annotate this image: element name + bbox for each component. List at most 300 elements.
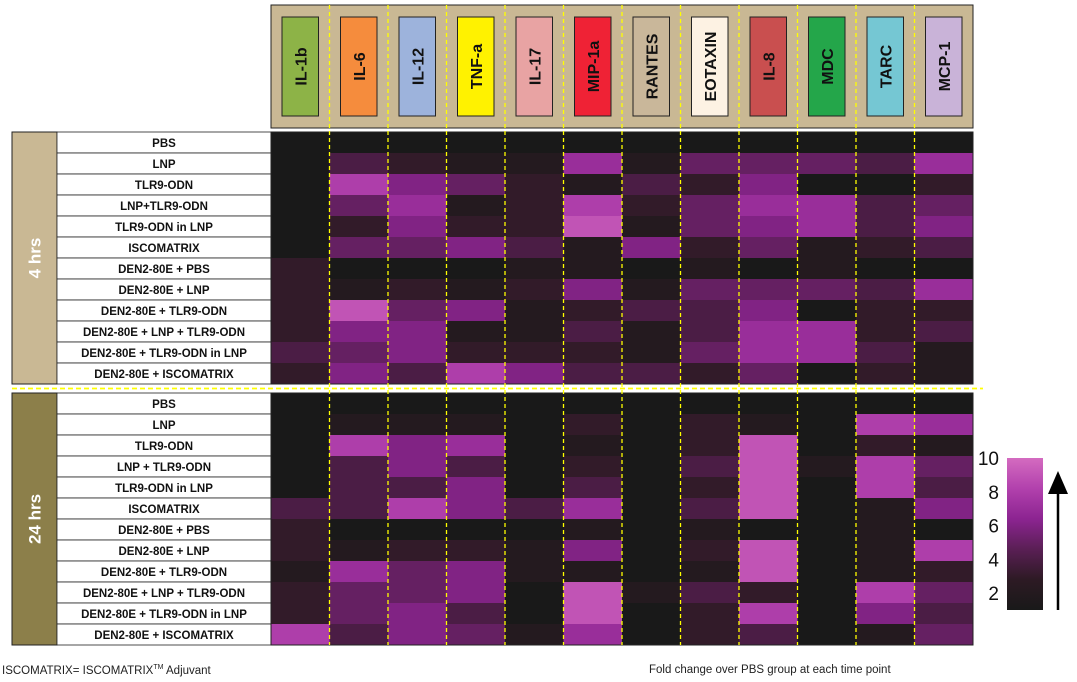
heatmap-cell bbox=[505, 258, 564, 280]
heatmap-cell bbox=[564, 414, 623, 436]
heatmap-cell bbox=[388, 279, 447, 301]
row-label: TLR9-ODN in LNP bbox=[115, 483, 213, 495]
heatmap-cell bbox=[915, 363, 974, 385]
heatmap-cell bbox=[798, 279, 857, 301]
heatmap-cell bbox=[739, 540, 798, 562]
heatmap-cell bbox=[915, 519, 974, 541]
heatmap-cell bbox=[447, 216, 506, 238]
heatmap-cell bbox=[388, 342, 447, 364]
heatmap-cell bbox=[739, 561, 798, 583]
heatmap-cell bbox=[505, 456, 564, 478]
heatmap-cell bbox=[564, 540, 623, 562]
heatmap-cell bbox=[388, 195, 447, 217]
heatmap-cell bbox=[505, 321, 564, 343]
heatmap-cell bbox=[564, 174, 623, 196]
colorbar-tick-label: 8 bbox=[988, 482, 999, 504]
heatmap-cell bbox=[681, 624, 740, 646]
column-label: TARC bbox=[878, 44, 896, 89]
heatmap-cell bbox=[622, 300, 681, 322]
heatmap-cell bbox=[856, 132, 915, 154]
heatmap-cell bbox=[798, 216, 857, 238]
column-label: MIP-1a bbox=[585, 40, 603, 93]
heatmap-cell bbox=[564, 132, 623, 154]
colorbar-tick-label: 10 bbox=[977, 449, 999, 470]
heatmap-cell bbox=[622, 258, 681, 280]
heatmap-cell bbox=[915, 435, 974, 457]
heatmap-cell bbox=[681, 342, 740, 364]
heatmap-cell bbox=[622, 237, 681, 259]
heatmap-cell bbox=[798, 414, 857, 436]
heatmap-cell bbox=[915, 498, 974, 520]
heatmap-cell bbox=[739, 342, 798, 364]
heatmap-cell bbox=[388, 174, 447, 196]
heatmap-cell bbox=[798, 498, 857, 520]
heatmap-cell bbox=[856, 216, 915, 238]
heatmap-cell bbox=[271, 561, 330, 583]
heatmap-cell bbox=[447, 456, 506, 478]
heatmap-cell bbox=[388, 498, 447, 520]
arrow-head-icon bbox=[1048, 471, 1068, 494]
heatmap-cell bbox=[388, 258, 447, 280]
heatmap-cell bbox=[330, 624, 389, 646]
row-label: DEN2-80E + TLR9-ODN in LNP bbox=[81, 609, 247, 621]
heatmap-cell bbox=[798, 321, 857, 343]
heatmap-cell bbox=[330, 258, 389, 280]
heatmap-cell bbox=[505, 300, 564, 322]
footnote-adjuvant-tail: Adjuvant bbox=[163, 664, 211, 677]
heatmap-cell bbox=[388, 363, 447, 385]
row-label: DEN2-80E + PBS bbox=[118, 525, 210, 537]
row-label: TLR9-ODN in LNP bbox=[115, 222, 213, 234]
heatmap-cell bbox=[739, 258, 798, 280]
heatmap-cell bbox=[622, 363, 681, 385]
heatmap-cell bbox=[447, 582, 506, 604]
heatmap-cell bbox=[739, 603, 798, 625]
heatmap-cell bbox=[564, 582, 623, 604]
heatmap-cell bbox=[271, 300, 330, 322]
heatmap-cell bbox=[388, 435, 447, 457]
heatmap-cell bbox=[330, 216, 389, 238]
heatmap-cell bbox=[505, 195, 564, 217]
heatmap-cell bbox=[505, 498, 564, 520]
colorbar-tick-label: 6 bbox=[988, 516, 999, 538]
heatmap-cell bbox=[564, 477, 623, 499]
heatmap-cell bbox=[681, 132, 740, 154]
heatmap-cell bbox=[271, 414, 330, 436]
heatmap-cell bbox=[330, 300, 389, 322]
column-label: MDC bbox=[819, 48, 837, 85]
heatmap-cell bbox=[622, 216, 681, 238]
heatmap-cell bbox=[330, 342, 389, 364]
heatmap-cell bbox=[856, 414, 915, 436]
heatmap-cell bbox=[622, 561, 681, 583]
heatmap-cell bbox=[564, 195, 623, 217]
heatmap-cell bbox=[798, 258, 857, 280]
heatmap-cell bbox=[681, 300, 740, 322]
heatmap-cell bbox=[505, 216, 564, 238]
heatmap-cell bbox=[856, 456, 915, 478]
heatmap-cell bbox=[271, 279, 330, 301]
colorbar-tick-label: 4 bbox=[988, 550, 999, 572]
heatmap-cell bbox=[388, 132, 447, 154]
heatmap-cell bbox=[388, 321, 447, 343]
heatmap-cell bbox=[447, 624, 506, 646]
heatmap-cell bbox=[856, 363, 915, 385]
heatmap-cell bbox=[330, 456, 389, 478]
column-label: RANTES bbox=[644, 33, 662, 100]
heatmap-cell bbox=[271, 132, 330, 154]
heatmap-cell bbox=[388, 540, 447, 562]
heatmap-cell bbox=[915, 603, 974, 625]
colorbar bbox=[1007, 458, 1043, 610]
group-label: 24 hrs bbox=[25, 493, 45, 545]
heatmap-cell bbox=[739, 195, 798, 217]
heatmap-cell bbox=[915, 195, 974, 217]
trademark-mark: TM bbox=[153, 664, 164, 671]
row-label: ISCOMATRIX bbox=[128, 243, 200, 255]
heatmap-cell bbox=[681, 363, 740, 385]
heatmap-cell bbox=[798, 540, 857, 562]
heatmap-cell bbox=[681, 540, 740, 562]
heatmap-cell bbox=[564, 216, 623, 238]
heatmap-cell bbox=[388, 393, 447, 415]
heatmap-cell bbox=[681, 279, 740, 301]
heatmap-cell bbox=[622, 321, 681, 343]
heatmap-cell bbox=[505, 519, 564, 541]
heatmap-cell bbox=[505, 561, 564, 583]
heatmap-cell bbox=[798, 363, 857, 385]
heatmap-cell bbox=[915, 153, 974, 175]
heatmap-cell bbox=[856, 300, 915, 322]
row-label: DEN2-80E + LNP + TLR9-ODN bbox=[82, 327, 246, 339]
heatmap-cell bbox=[915, 477, 974, 499]
heatmap-cell bbox=[271, 477, 330, 499]
row-label: DEN2-80E + ISCOMATRIX bbox=[94, 369, 234, 381]
heatmap-cell bbox=[271, 321, 330, 343]
heatmap-cell bbox=[739, 321, 798, 343]
heatmap-cell bbox=[739, 174, 798, 196]
heatmap-cell bbox=[505, 435, 564, 457]
heatmap-cell bbox=[622, 624, 681, 646]
heatmap-cell bbox=[330, 363, 389, 385]
heatmap-cell bbox=[505, 540, 564, 562]
heatmap-cell bbox=[915, 540, 974, 562]
row-label: TLR9-ODN bbox=[134, 180, 194, 192]
row-label: DEN2-80E + LNP bbox=[118, 546, 210, 558]
row-label: DEN2-80E + TLR9-ODN bbox=[100, 306, 228, 318]
row-label: ISCOMATRIX bbox=[128, 504, 200, 516]
heatmap-cell bbox=[564, 363, 623, 385]
heatmap-cell bbox=[447, 321, 506, 343]
heatmap-cell bbox=[564, 342, 623, 364]
heatmap-cell bbox=[564, 153, 623, 175]
heatmap-cell bbox=[505, 237, 564, 259]
row-label: LNP+TLR9-ODN bbox=[120, 201, 208, 213]
heatmap-cell bbox=[271, 258, 330, 280]
heatmap-cell bbox=[622, 519, 681, 541]
row-label: DEN2-80E + LNP bbox=[118, 285, 210, 297]
heatmap-cell bbox=[271, 237, 330, 259]
heatmap-cell bbox=[681, 153, 740, 175]
heatmap-cell bbox=[856, 498, 915, 520]
heatmap-cell bbox=[564, 237, 623, 259]
heatmap-cell bbox=[739, 237, 798, 259]
heatmap-cell bbox=[330, 153, 389, 175]
heatmap-cell bbox=[622, 540, 681, 562]
heatmap-cell bbox=[739, 456, 798, 478]
footnote-adjuvant bbox=[2, 664, 211, 677]
heatmap-cell bbox=[739, 477, 798, 499]
heatmap-cell bbox=[564, 519, 623, 541]
heatmap-cell bbox=[447, 561, 506, 583]
heatmap-cell bbox=[388, 624, 447, 646]
heatmap-cell bbox=[447, 540, 506, 562]
heatmap-cell bbox=[447, 477, 506, 499]
column-label: TNF-a bbox=[468, 43, 486, 90]
heatmap-cell bbox=[505, 393, 564, 415]
heatmap-cell bbox=[388, 414, 447, 436]
heatmap-cell bbox=[856, 561, 915, 583]
heatmap-cell bbox=[564, 603, 623, 625]
heatmap-cell bbox=[271, 582, 330, 604]
heatmap-cell bbox=[622, 435, 681, 457]
heatmap-cell bbox=[798, 435, 857, 457]
heatmap-cell bbox=[856, 519, 915, 541]
heatmap-cell bbox=[681, 456, 740, 478]
heatmap-cell bbox=[330, 519, 389, 541]
colorbar-tick-label: 2 bbox=[988, 584, 999, 606]
heatmap-cell bbox=[447, 342, 506, 364]
heatmap-cell bbox=[330, 321, 389, 343]
row-label: DEN2-80E + PBS bbox=[118, 264, 210, 276]
heatmap-cell bbox=[739, 216, 798, 238]
heatmap-cell bbox=[271, 393, 330, 415]
heatmap-cell bbox=[388, 153, 447, 175]
heatmap-cell bbox=[564, 258, 623, 280]
heatmap-cell bbox=[330, 498, 389, 520]
heatmap-cell bbox=[915, 582, 974, 604]
heatmap-cell bbox=[856, 477, 915, 499]
heatmap-cell bbox=[271, 624, 330, 646]
heatmap-cell bbox=[330, 414, 389, 436]
heatmap-cell bbox=[330, 561, 389, 583]
heatmap-cell bbox=[622, 132, 681, 154]
heatmap-cell bbox=[330, 393, 389, 415]
heatmap-cell bbox=[798, 174, 857, 196]
row-label: DEN2-80E + TLR9-ODN in LNP bbox=[81, 348, 247, 360]
heatmap-cell bbox=[564, 498, 623, 520]
heatmap-cell bbox=[447, 300, 506, 322]
heatmap-cell bbox=[915, 258, 974, 280]
heatmap-cell bbox=[622, 393, 681, 415]
heatmap-cell bbox=[681, 477, 740, 499]
heatmap-cell bbox=[388, 603, 447, 625]
heatmap-cell bbox=[681, 195, 740, 217]
footnote-adjuvant-text: ISCOMATRIX= ISCOMATRIX bbox=[2, 664, 154, 677]
heatmap-cell bbox=[798, 300, 857, 322]
heatmap-cell bbox=[330, 435, 389, 457]
heatmap-cell bbox=[681, 216, 740, 238]
heatmap-cell bbox=[271, 456, 330, 478]
heatmap-cell bbox=[856, 258, 915, 280]
heatmap-cell bbox=[681, 237, 740, 259]
heatmap-cell bbox=[798, 195, 857, 217]
heatmap-cell bbox=[856, 237, 915, 259]
heatmap-cell bbox=[798, 132, 857, 154]
heatmap-cell bbox=[271, 519, 330, 541]
heatmap-cell bbox=[622, 477, 681, 499]
heatmap-cell bbox=[915, 174, 974, 196]
heatmap-cell bbox=[739, 519, 798, 541]
heatmap-cell bbox=[564, 624, 623, 646]
heatmap-cell bbox=[798, 153, 857, 175]
heatmap-cell bbox=[681, 561, 740, 583]
heatmap-cell bbox=[447, 519, 506, 541]
heatmap-cell bbox=[739, 300, 798, 322]
heatmap-cell bbox=[915, 342, 974, 364]
heatmap-cell bbox=[681, 174, 740, 196]
heatmap-cell bbox=[915, 414, 974, 436]
heatmap-cell bbox=[622, 498, 681, 520]
heatmap-cell bbox=[798, 519, 857, 541]
heatmap-cell bbox=[856, 342, 915, 364]
heatmap-cell bbox=[505, 624, 564, 646]
heatmap-cell bbox=[447, 393, 506, 415]
heatmap-cell bbox=[739, 414, 798, 436]
heatmap-cell bbox=[739, 279, 798, 301]
heatmap-cell bbox=[564, 393, 623, 415]
heatmap-cell bbox=[388, 582, 447, 604]
heatmap-cell bbox=[681, 435, 740, 457]
heatmap-cell bbox=[271, 195, 330, 217]
heatmap-cell bbox=[856, 195, 915, 217]
heatmap-cell bbox=[505, 174, 564, 196]
heatmap-cell bbox=[739, 498, 798, 520]
heatmap-cell bbox=[915, 216, 974, 238]
heatmap-cell bbox=[798, 456, 857, 478]
heatmap-cell bbox=[505, 603, 564, 625]
heatmap-cell bbox=[330, 477, 389, 499]
heatmap-cell bbox=[622, 279, 681, 301]
footnote-fold-change: Fold change over PBS group at each time point bbox=[649, 664, 891, 676]
heatmap-cell bbox=[330, 132, 389, 154]
heatmap-cell bbox=[915, 237, 974, 259]
heatmap-cell bbox=[798, 603, 857, 625]
heatmap-cell bbox=[564, 300, 623, 322]
heatmap-cell bbox=[856, 624, 915, 646]
heatmap-cell bbox=[681, 258, 740, 280]
heatmap-cell bbox=[330, 540, 389, 562]
row-label: LNP + TLR9-ODN bbox=[116, 462, 212, 474]
heatmap-cell bbox=[622, 603, 681, 625]
column-label: IL-8 bbox=[761, 52, 779, 81]
heatmap-cell bbox=[447, 363, 506, 385]
column-label: IL-12 bbox=[410, 47, 428, 86]
heatmap-cell bbox=[856, 174, 915, 196]
heatmap-cell bbox=[447, 279, 506, 301]
row-label: LNP bbox=[152, 420, 176, 432]
heatmap-cell bbox=[739, 393, 798, 415]
heatmap-cell bbox=[447, 435, 506, 457]
row-label: PBS bbox=[152, 138, 176, 150]
heatmap-cell bbox=[681, 519, 740, 541]
heatmap-cell bbox=[856, 582, 915, 604]
row-label: DEN2-80E + TLR9-ODN bbox=[100, 567, 228, 579]
heatmap-cell bbox=[505, 477, 564, 499]
heatmap-cell bbox=[388, 237, 447, 259]
column-label: EOTAXIN bbox=[702, 31, 720, 102]
heatmap-cell bbox=[915, 279, 974, 301]
heatmap-cell bbox=[856, 279, 915, 301]
heatmap-cell bbox=[271, 153, 330, 175]
row-label: DEN2-80E + LNP + TLR9-ODN bbox=[82, 588, 246, 600]
heatmap-cell bbox=[447, 174, 506, 196]
heatmap-cell bbox=[505, 279, 564, 301]
heatmap-cell bbox=[330, 237, 389, 259]
heatmap-cell bbox=[681, 582, 740, 604]
heatmap-cell bbox=[505, 414, 564, 436]
heatmap-cell bbox=[681, 498, 740, 520]
heatmap-cell bbox=[447, 498, 506, 520]
heatmap-cell bbox=[622, 582, 681, 604]
heatmap-cell bbox=[915, 300, 974, 322]
heatmap-cell bbox=[622, 414, 681, 436]
heatmap-cell bbox=[447, 132, 506, 154]
heatmap-cell bbox=[856, 393, 915, 415]
heatmap-cell bbox=[798, 624, 857, 646]
heatmap-cell bbox=[388, 477, 447, 499]
heatmap-cell bbox=[564, 561, 623, 583]
heatmap-cell bbox=[505, 342, 564, 364]
heatmap-cell bbox=[739, 624, 798, 646]
heatmap-cell bbox=[739, 153, 798, 175]
heatmap-cell bbox=[681, 321, 740, 343]
heatmap-cell bbox=[739, 363, 798, 385]
heatmap-cell bbox=[271, 435, 330, 457]
column-label: IL-1b bbox=[293, 47, 311, 86]
heatmap-cell bbox=[798, 393, 857, 415]
heatmap-cell bbox=[622, 195, 681, 217]
heatmap-cell bbox=[388, 300, 447, 322]
heatmap-cell bbox=[856, 321, 915, 343]
heatmap-cell bbox=[915, 624, 974, 646]
heatmap-cell bbox=[739, 132, 798, 154]
heatmap-cell bbox=[388, 561, 447, 583]
heatmap-cell bbox=[564, 279, 623, 301]
heatmap-cell bbox=[856, 540, 915, 562]
row-label: DEN2-80E + ISCOMATRIX bbox=[94, 630, 234, 642]
column-label: IL-6 bbox=[351, 52, 369, 81]
heatmap-cell bbox=[388, 216, 447, 238]
heatmap-cell bbox=[798, 477, 857, 499]
heatmap-cell bbox=[798, 342, 857, 364]
heatmap-cell bbox=[330, 603, 389, 625]
heatmap-cell bbox=[330, 195, 389, 217]
heatmap-cell bbox=[447, 258, 506, 280]
heatmap-cell bbox=[681, 414, 740, 436]
heatmap-cell bbox=[271, 603, 330, 625]
heatmap-cell bbox=[505, 363, 564, 385]
heatmap-cell bbox=[564, 321, 623, 343]
row-label: LNP bbox=[152, 159, 176, 171]
heatmap-cell bbox=[564, 456, 623, 478]
heatmap-cell bbox=[856, 153, 915, 175]
heatmap-cell bbox=[271, 363, 330, 385]
heatmap-cell bbox=[915, 456, 974, 478]
heatmap-cell bbox=[330, 174, 389, 196]
heatmap-cell bbox=[856, 435, 915, 457]
heatmap-cell bbox=[271, 498, 330, 520]
